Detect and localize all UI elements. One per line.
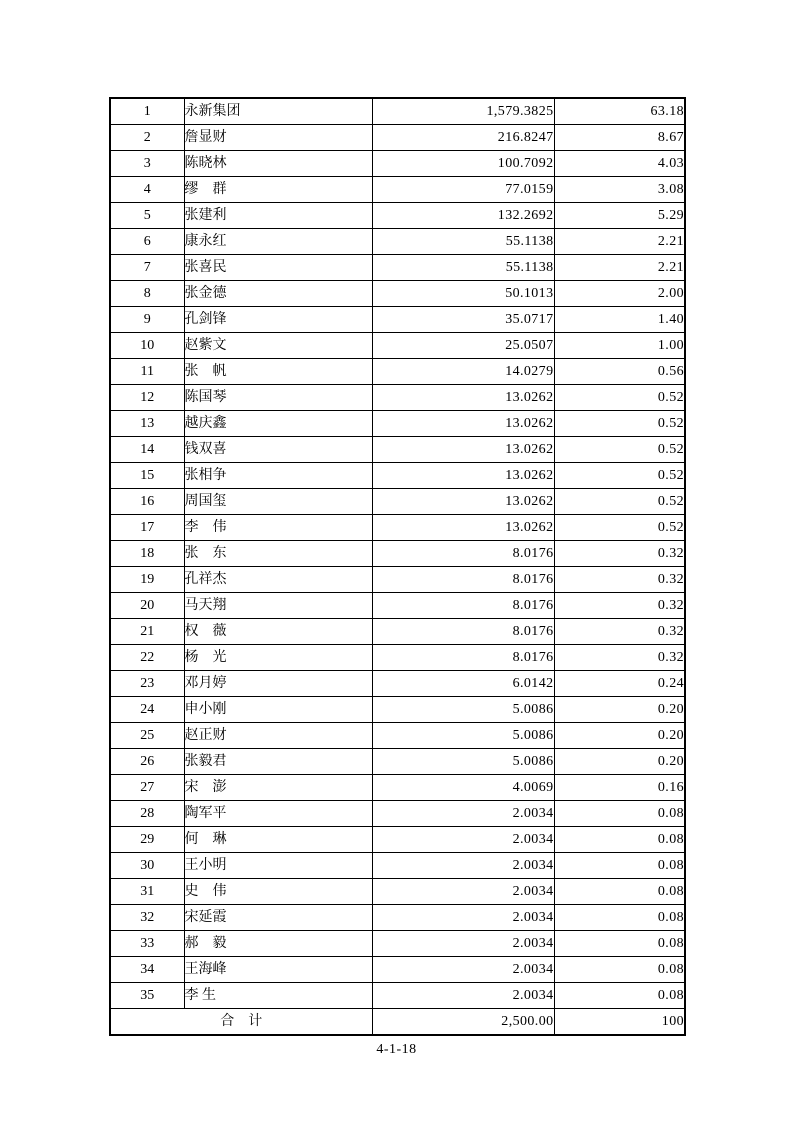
- share-percentage-cell: 0.52: [554, 463, 685, 489]
- row-number-cell: 25: [110, 723, 184, 749]
- shareholder-name-cell: 张金德: [184, 281, 372, 307]
- share-percentage-cell: 4.03: [554, 151, 685, 177]
- shareholder-name-cell: 王小明: [184, 853, 372, 879]
- shareholder-name-cell: 王海峰: [184, 957, 372, 983]
- shareholder-name-cell: 康永红: [184, 229, 372, 255]
- shareholder-name-cell: 何 琳: [184, 827, 372, 853]
- row-number-cell: 22: [110, 645, 184, 671]
- shareholder-name-cell: 钱双喜: [184, 437, 372, 463]
- shareholder-name-cell: 史 伟: [184, 879, 372, 905]
- row-number-cell: 32: [110, 905, 184, 931]
- share-percentage-cell: 8.67: [554, 125, 685, 151]
- share-amount-cell: 5.0086: [372, 723, 554, 749]
- row-number-cell: 20: [110, 593, 184, 619]
- table-row: [110, 619, 685, 645]
- row-number-cell: 2: [110, 125, 184, 151]
- row-number-cell: 26: [110, 749, 184, 775]
- table-row: [110, 879, 685, 905]
- shareholder-name-cell: 郝 毅: [184, 931, 372, 957]
- table-row: [110, 541, 685, 567]
- shareholder-table-body: [110, 98, 685, 1035]
- share-percentage-cell: 1.00: [554, 333, 685, 359]
- shareholder-name-cell: 马天翔: [184, 593, 372, 619]
- share-percentage-cell: 0.56: [554, 359, 685, 385]
- shareholder-name-cell: 张毅君: [184, 749, 372, 775]
- share-amount-cell: 13.0262: [372, 411, 554, 437]
- share-percentage-cell: 0.20: [554, 723, 685, 749]
- share-percentage-cell: 0.08: [554, 905, 685, 931]
- share-percentage-cell: 0.08: [554, 801, 685, 827]
- table-row: [110, 593, 685, 619]
- share-amount-cell: 2.0034: [372, 879, 554, 905]
- shareholder-name-cell: 永新集团: [184, 98, 372, 125]
- table-row: [110, 281, 685, 307]
- shareholder-name-cell: 越庆鑫: [184, 411, 372, 437]
- share-percentage-cell: 1.40: [554, 307, 685, 333]
- row-number-cell: 5: [110, 203, 184, 229]
- share-amount-cell: 13.0262: [372, 437, 554, 463]
- share-amount-cell: 2.0034: [372, 801, 554, 827]
- table-row: [110, 125, 685, 151]
- table-row: [110, 307, 685, 333]
- row-number-cell: 18: [110, 541, 184, 567]
- share-amount-cell: 8.0176: [372, 645, 554, 671]
- shareholder-name-cell: 李 伟: [184, 515, 372, 541]
- share-percentage-cell: 63.18: [554, 98, 685, 125]
- share-amount-cell: 14.0279: [372, 359, 554, 385]
- table-row: [110, 853, 685, 879]
- share-amount-cell: 25.0507: [372, 333, 554, 359]
- table-row: [110, 983, 685, 1009]
- share-percentage-cell: 0.32: [554, 645, 685, 671]
- table-row: [110, 463, 685, 489]
- share-amount-cell: 100.7092: [372, 151, 554, 177]
- share-percentage-cell: 0.52: [554, 489, 685, 515]
- share-percentage-cell: 2.21: [554, 229, 685, 255]
- share-amount-cell: 50.1013: [372, 281, 554, 307]
- table-row: [110, 385, 685, 411]
- shareholder-name-cell: 缪 群: [184, 177, 372, 203]
- share-percentage-cell: 0.08: [554, 879, 685, 905]
- share-percentage-cell: 0.08: [554, 931, 685, 957]
- share-percentage-cell: 0.20: [554, 697, 685, 723]
- row-number-cell: 28: [110, 801, 184, 827]
- share-percentage-cell: 0.52: [554, 411, 685, 437]
- share-amount-cell: 2.0034: [372, 983, 554, 1009]
- row-number-cell: 7: [110, 255, 184, 281]
- table-row: [110, 177, 685, 203]
- row-number-cell: 35: [110, 983, 184, 1009]
- row-number-cell: 21: [110, 619, 184, 645]
- table-row: [110, 567, 685, 593]
- share-amount-cell: 2.0034: [372, 957, 554, 983]
- table-row: [110, 515, 685, 541]
- table-row: [110, 359, 685, 385]
- row-number-cell: 12: [110, 385, 184, 411]
- row-number-cell: 10: [110, 333, 184, 359]
- share-amount-cell: 13.0262: [372, 463, 554, 489]
- share-amount-cell: 6.0142: [372, 671, 554, 697]
- shareholder-name-cell: 赵紫文: [184, 333, 372, 359]
- shareholder-name-cell: 张建利: [184, 203, 372, 229]
- share-amount-cell: 77.0159: [372, 177, 554, 203]
- share-percentage-cell: 0.08: [554, 957, 685, 983]
- share-amount-cell: 8.0176: [372, 619, 554, 645]
- shareholder-name-cell: 孔祥杰: [184, 567, 372, 593]
- share-percentage-cell: 5.29: [554, 203, 685, 229]
- page-number: 4-1-18: [376, 1042, 417, 1057]
- shareholder-name-cell: 申小刚: [184, 697, 372, 723]
- total-row: [110, 1009, 685, 1036]
- row-number-cell: 23: [110, 671, 184, 697]
- share-percentage-cell: 0.16: [554, 775, 685, 801]
- row-number-cell: 24: [110, 697, 184, 723]
- row-number-cell: 34: [110, 957, 184, 983]
- share-amount-cell: 13.0262: [372, 385, 554, 411]
- row-number-cell: 19: [110, 567, 184, 593]
- table-row: [110, 827, 685, 853]
- row-number-cell: 16: [110, 489, 184, 515]
- shareholder-name-cell: 张喜民: [184, 255, 372, 281]
- table-row: [110, 957, 685, 983]
- share-amount-cell: 4.0069: [372, 775, 554, 801]
- table-row: [110, 801, 685, 827]
- table-row: [110, 255, 685, 281]
- table-row: [110, 203, 685, 229]
- table-row: [110, 151, 685, 177]
- row-number-cell: 30: [110, 853, 184, 879]
- share-percentage-cell: 0.52: [554, 515, 685, 541]
- row-number-cell: 11: [110, 359, 184, 385]
- share-percentage-cell: 0.32: [554, 541, 685, 567]
- table-row: [110, 98, 685, 125]
- share-percentage-cell: 0.32: [554, 567, 685, 593]
- shareholder-name-cell: 张 东: [184, 541, 372, 567]
- share-amount-cell: 8.0176: [372, 593, 554, 619]
- share-percentage-cell: 2.21: [554, 255, 685, 281]
- shareholder-name-cell: 宋 澎: [184, 775, 372, 801]
- shareholder-name-cell: 邓月婷: [184, 671, 372, 697]
- share-amount-cell: 216.8247: [372, 125, 554, 151]
- shareholder-name-cell: 张 帆: [184, 359, 372, 385]
- total-label: 合 计: [110, 1009, 372, 1036]
- table-row: [110, 775, 685, 801]
- table-row: [110, 229, 685, 255]
- table-row: [110, 905, 685, 931]
- table-row: [110, 697, 685, 723]
- share-amount-cell: 132.2692: [372, 203, 554, 229]
- share-amount-cell: 35.0717: [372, 307, 554, 333]
- share-amount-cell: 13.0262: [372, 489, 554, 515]
- table-row: [110, 723, 685, 749]
- row-number-cell: 15: [110, 463, 184, 489]
- row-number-cell: 9: [110, 307, 184, 333]
- share-amount-cell: 2.0034: [372, 827, 554, 853]
- share-percentage-cell: 0.08: [554, 983, 685, 1009]
- share-percentage-cell: 0.52: [554, 437, 685, 463]
- share-amount-cell: 2.0034: [372, 853, 554, 879]
- share-percentage-cell: 0.08: [554, 853, 685, 879]
- share-percentage-cell: 3.08: [554, 177, 685, 203]
- table-row: [110, 411, 685, 437]
- row-number-cell: 33: [110, 931, 184, 957]
- share-amount-cell: 55.1138: [372, 255, 554, 281]
- shareholder-name-cell: 孔剑锋: [184, 307, 372, 333]
- total-amount: 2,500.00: [372, 1009, 554, 1036]
- row-number-cell: 8: [110, 281, 184, 307]
- share-amount-cell: 8.0176: [372, 541, 554, 567]
- share-amount-cell: 55.1138: [372, 229, 554, 255]
- shareholder-name-cell: 陈晓林: [184, 151, 372, 177]
- row-number-cell: 27: [110, 775, 184, 801]
- share-amount-cell: 2.0034: [372, 931, 554, 957]
- share-amount-cell: 8.0176: [372, 567, 554, 593]
- row-number-cell: 29: [110, 827, 184, 853]
- total-percentage: 100: [554, 1009, 685, 1036]
- table-row: [110, 333, 685, 359]
- share-amount-cell: 2.0034: [372, 905, 554, 931]
- table-row: [110, 931, 685, 957]
- shareholder-name-cell: 陈国琴: [184, 385, 372, 411]
- row-number-cell: 14: [110, 437, 184, 463]
- row-number-cell: 6: [110, 229, 184, 255]
- row-number-cell: 4: [110, 177, 184, 203]
- share-percentage-cell: 0.24: [554, 671, 685, 697]
- table-row: [110, 749, 685, 775]
- shareholder-name-cell: 赵正财: [184, 723, 372, 749]
- table-row: [110, 671, 685, 697]
- shareholder-name-cell: 杨 光: [184, 645, 372, 671]
- share-percentage-cell: 0.20: [554, 749, 685, 775]
- table-row: [110, 437, 685, 463]
- shareholder-table: [109, 97, 686, 1036]
- shareholder-name-cell: 詹显财: [184, 125, 372, 151]
- row-number-cell: 13: [110, 411, 184, 437]
- row-number-cell: 17: [110, 515, 184, 541]
- share-amount-cell: 13.0262: [372, 515, 554, 541]
- shareholder-name-cell: 张相争: [184, 463, 372, 489]
- shareholder-name-cell: 周国玺: [184, 489, 372, 515]
- share-percentage-cell: 0.52: [554, 385, 685, 411]
- row-number-cell: 31: [110, 879, 184, 905]
- share-percentage-cell: 2.00: [554, 281, 685, 307]
- share-amount-cell: 1,579.3825: [372, 98, 554, 125]
- table-row: [110, 489, 685, 515]
- shareholder-name-cell: 陶军平: [184, 801, 372, 827]
- share-percentage-cell: 0.32: [554, 593, 685, 619]
- share-percentage-cell: 0.32: [554, 619, 685, 645]
- row-number-cell: 1: [110, 98, 184, 125]
- row-number-cell: 3: [110, 151, 184, 177]
- shareholder-name-cell: 权 薇: [184, 619, 372, 645]
- shareholder-name-cell: 宋延霞: [184, 905, 372, 931]
- shareholder-name-cell: 李 生: [184, 983, 372, 1009]
- table-row: [110, 645, 685, 671]
- share-amount-cell: 5.0086: [372, 697, 554, 723]
- share-amount-cell: 5.0086: [372, 749, 554, 775]
- share-percentage-cell: 0.08: [554, 827, 685, 853]
